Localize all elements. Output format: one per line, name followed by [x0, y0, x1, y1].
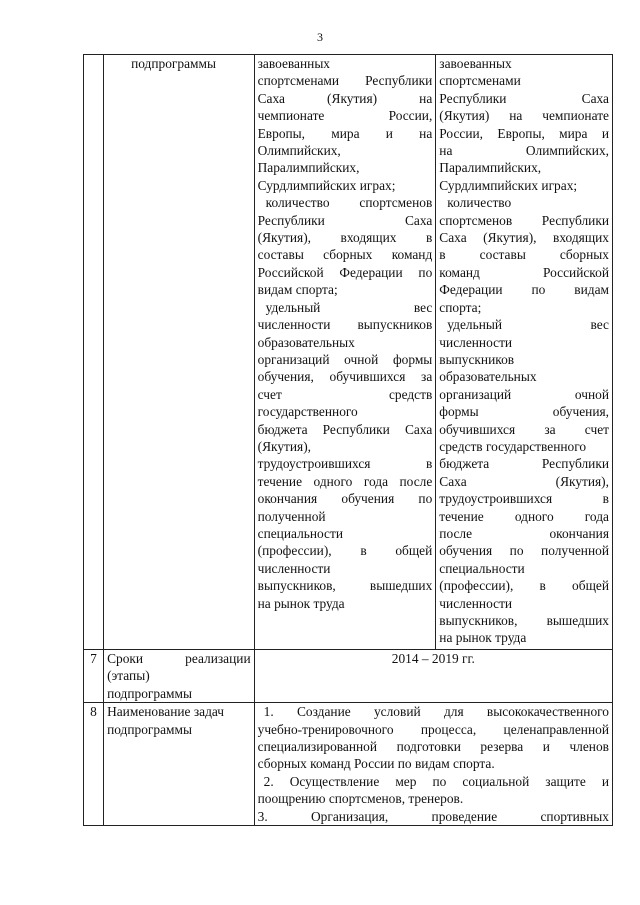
row-name-line: подпрограммы — [131, 56, 216, 71]
indicator-line: бюджета Республики — [439, 456, 609, 472]
task-line: 3. Организация, проведение спортивных — [257, 808, 609, 824]
indicator-line: обучения, обучившихся за — [257, 369, 433, 385]
indicator-line: удельный вес — [447, 317, 609, 333]
indicator-line: (Якутия) на чемпионате — [439, 108, 609, 124]
indicator-line: завоеванных — [439, 56, 512, 71]
row-number-cell — [84, 55, 104, 650]
row-name-cell — [104, 703, 255, 826]
row-number-cell: 8 — [84, 703, 104, 826]
indicator-line: на рынок труда — [257, 595, 345, 611]
row-number-cell: 7 — [84, 650, 104, 703]
indicator-line: Саха (Якутия), — [439, 473, 609, 489]
task-line: поощрению спортсменов, тренеров. — [257, 791, 464, 807]
task-line: 1. Создание условий для высококачественного — [263, 704, 609, 720]
task-line: специализированной подготовки резерва и членов — [257, 739, 609, 755]
indicator-line: спортсменов Республики — [439, 212, 609, 228]
task-line: сборных команд России по видам спорта. — [257, 756, 495, 772]
indicators-column-proposed — [436, 55, 613, 650]
indicator-line: (Якутия), — [257, 438, 312, 454]
row-name-line: Наименование задач — [107, 704, 225, 720]
indicator-line: спортсменами Республики — [257, 73, 433, 89]
indicator-line: завоеванных — [257, 56, 331, 71]
indicator-line: (профессии), в общей — [439, 578, 609, 594]
indicator-line: Республики Саха — [257, 212, 433, 228]
indicator-line: течение одного года после — [257, 473, 433, 489]
indicator-line: государственного — [257, 404, 358, 420]
indicator-line: команд Российской — [439, 264, 609, 280]
indicator-line: Сурдлимпийских играх; — [439, 177, 578, 193]
indicator-line: счет средств — [257, 386, 433, 402]
row-name-line: (этапы) — [107, 668, 150, 684]
indicator-line: Саха (Якутия) на — [257, 90, 433, 106]
indicator-line: видам спорта; — [257, 282, 338, 298]
indicator-line: Республики Саха — [439, 90, 609, 106]
table-row-terms — [84, 650, 613, 703]
indicators-column-current — [254, 55, 436, 650]
indicator-line: трудоустроившихся в — [439, 491, 609, 507]
indicator-line: составы сборных команд — [257, 247, 433, 263]
indicator-line: полученной — [257, 508, 326, 524]
indicator-line: количество спортсменов — [265, 195, 433, 211]
indicator-line: (профессии), в общей — [257, 543, 433, 559]
row-name-line: Сроки реализации — [107, 651, 251, 666]
indicator-line: выпускников, вышедших — [439, 613, 609, 628]
indicator-line: Саха (Якутия), входящих — [439, 230, 609, 246]
indicator-line: численности — [439, 595, 513, 611]
page-number: 3 — [317, 30, 323, 44]
tasks-value — [254, 703, 612, 826]
task-line: 2. Осуществление мер по социальной защите и — [263, 773, 609, 789]
indicator-line: формы обучения, — [439, 404, 609, 420]
indicator-line: (Якутия), входящих в — [257, 230, 433, 246]
indicator-line: окончания обучения по — [257, 491, 433, 507]
indicator-line: организаций очной — [439, 386, 609, 402]
indicator-line: образовательных — [257, 334, 355, 350]
indicator-line: в составы сборных — [439, 247, 609, 263]
indicator-line: обучившихся за счет — [439, 421, 609, 437]
indicator-line: численности — [439, 334, 513, 350]
indicator-line: Олимпийских, — [257, 143, 341, 159]
task-line: учебно-тренировочного процесса, целенаправленной — [257, 721, 609, 737]
indicator-line: количество — [447, 195, 512, 211]
row-name-cell — [104, 650, 255, 703]
indicator-line: чемпионате России, — [257, 108, 433, 124]
indicator-line: специальности — [439, 560, 525, 576]
indicator-line: спортсменами — [439, 73, 521, 89]
indicator-line: численности — [257, 560, 331, 576]
indicator-line: на Олимпийских, — [439, 143, 609, 159]
table-row-tasks — [84, 703, 613, 826]
indicator-line: Российской Федерации по — [257, 264, 433, 280]
indicator-line: обучения по полученной — [439, 543, 609, 559]
indicator-line: выпускников — [439, 351, 515, 367]
indicator-line: бюджета Республики Саха — [257, 421, 433, 437]
row-name-line: подпрограммы — [107, 721, 192, 737]
indicator-line: организаций очной формы — [257, 351, 433, 367]
indicator-line: специальности — [257, 525, 344, 541]
indicator-line: образовательных — [439, 369, 537, 385]
indicator-line: России, Европы, мира и — [439, 125, 609, 141]
indicator-line: численности выпускников — [257, 317, 433, 333]
terms-value: 2014 – 2019 гг. — [254, 650, 612, 703]
indicator-line: течение одного года — [439, 508, 609, 524]
row-name-cell — [104, 55, 255, 650]
indicator-line: Европы, мира и на — [257, 125, 433, 141]
indicator-line: средств государственного — [439, 438, 587, 454]
indicator-line: после окончания — [439, 525, 609, 541]
indicator-line: Федерации по видам — [439, 282, 609, 298]
indicator-line: Паралимпийских, — [257, 160, 360, 176]
indicator-line: Паралимпийских, — [439, 160, 542, 176]
indicator-line: удельный вес — [265, 299, 433, 315]
indicator-line: выпускников, вышедших — [257, 578, 433, 594]
indicator-line: Сурдлимпийских играх; — [257, 177, 396, 193]
subprogram-passport-table — [83, 54, 613, 826]
indicator-line: спорта; — [439, 299, 482, 315]
row-name-line: подпрограммы — [107, 685, 192, 701]
indicator-line: на рынок труда — [439, 630, 527, 646]
indicator-line: трудоустроившихся в — [257, 456, 433, 472]
table-row-indicators — [84, 55, 613, 650]
